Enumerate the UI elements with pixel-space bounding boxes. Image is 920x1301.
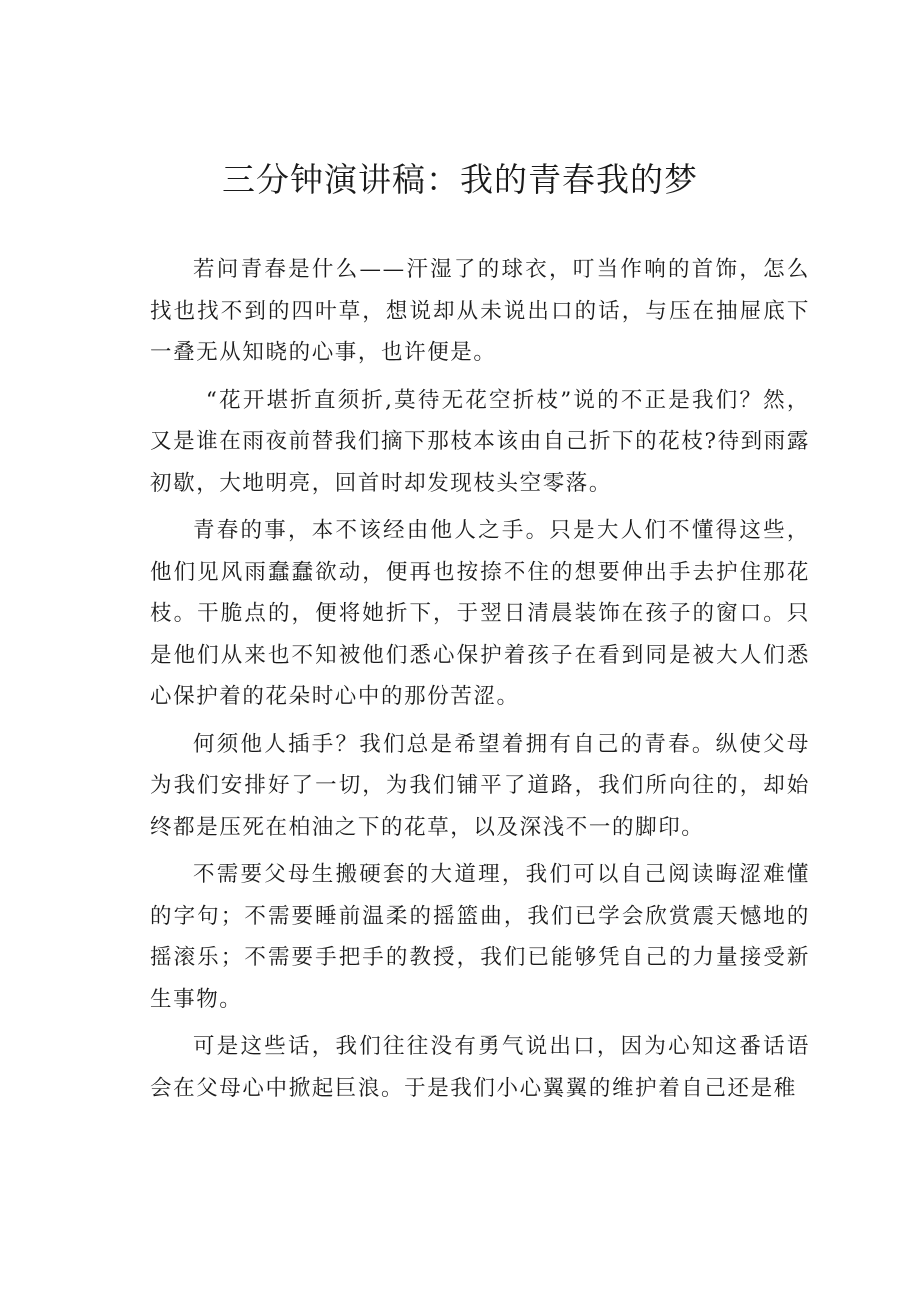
document-title: 三分钟演讲稿：我的青春我的梦: [222, 160, 698, 199]
paragraph: 何须他人插手？我们总是希望着拥有自己的青春。纵使父母为我们安排好了一切，为我们铺平了道路，我们所向往的，却始终都是压死在柏油之下的花草，以及深浅不一的脚印。: [150, 731, 810, 840]
paragraph: 若问青春是什么——汗湿了的球衣，叮当作响的首饰，怎么找也找不到的四叶草，想说却从未说出口的话，与压在抽屉底下一叠无从知晓的心事，也许便是。: [150, 257, 810, 365]
paragraph: 可是这些话，我们往往没有勇气说出口，因为心知这番话语会在父母心中掀起巨浪。于是我们小心翼翼的维护着自己还是稚: [150, 1034, 810, 1101]
paragraph: 不需要父母生搬硬套的大道理，我们可以自己阅读晦涩难懂的字句；不需要睡前温柔的摇篮曲，我们已学会欣赏震天憾地的摇滚乐；不需要手把手的教授，我们已能够凭自己的力量接受新生事物。: [150, 862, 810, 1012]
paragraph: 青春的事，本不该经由他人之手。只是大人们不懂得这些，他们见风雨蠢蠢欲动，便再也按捺不住的想要伸出手去护住那花枝。干脆点的，便将她折下，于翌日清晨装饰在孩子的窗口。只是他们从来也不知被他们悉心保护着孩子在看到同是被大人们悉心保护着的花朵时心中的那份苦涩。: [150, 518, 810, 709]
paragraph: “花开堪折直须折,莫待无花空折枝”说的不正是我们？然，又是谁在雨夜前替我们摘下那枝本该由自己折下的花枝?待到雨露初歇，大地明亮，回首时却发现枝头空零落。: [150, 387, 810, 496]
document-body: [150, 249, 810, 1115]
